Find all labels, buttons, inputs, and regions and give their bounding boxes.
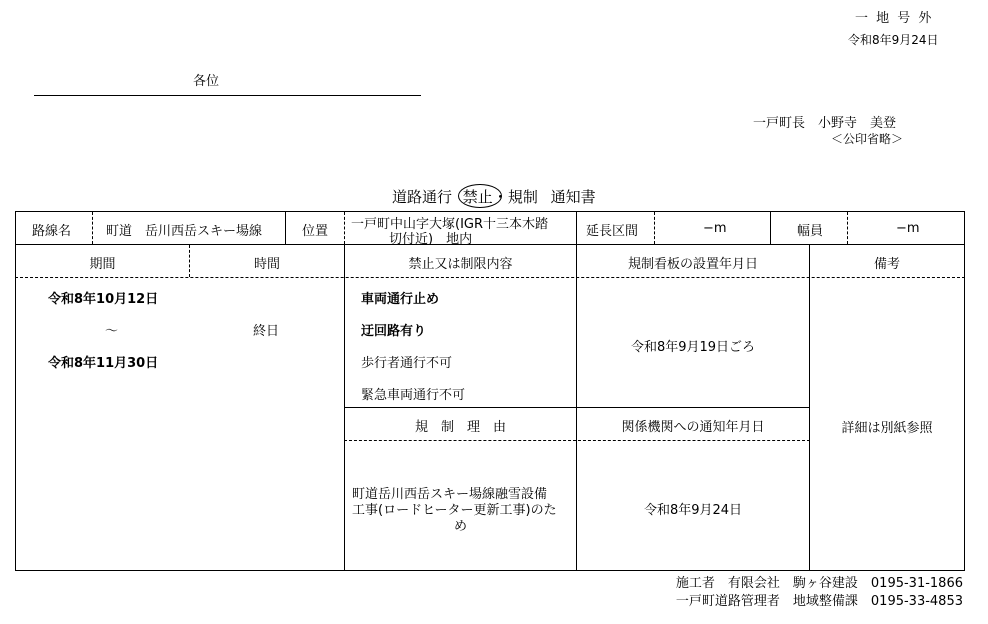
restriction-item: 迂回路有り [361, 324, 427, 339]
title-part1: 道路通行 [392, 188, 453, 206]
table-bottom-border [15, 570, 965, 571]
info-divider [847, 212, 848, 244]
restriction-header: 禁止又は制限内容 [408, 257, 513, 272]
restriction-item: 緊急車両通行不可 [361, 388, 466, 403]
info-row-bottom-border [15, 244, 965, 245]
period-header: 期間 [89, 257, 116, 272]
reason-header-bottom-border [344, 440, 810, 441]
sign-date-value: 令和8年9月19日ごろ [630, 340, 756, 355]
reason-header: 規 制 理 由 [414, 420, 506, 435]
location-value-line1: 一戸町中山字大塚(IGR十三本木踏 [351, 217, 549, 232]
addressee-underline [34, 95, 421, 96]
selection-circle [458, 184, 502, 208]
reason-line: 工事(ロードヒーター更新工事)のた [352, 503, 557, 518]
info-divider [654, 212, 655, 244]
title-dot: ・ [492, 188, 508, 206]
info-divider [770, 212, 771, 244]
width-label: 幅員 [797, 224, 824, 239]
extension-value: −m [703, 221, 727, 236]
info-divider [344, 212, 345, 244]
time-header: 時間 [253, 257, 280, 272]
addressee: 各位 [193, 74, 220, 89]
title-part2: 規制 [507, 188, 538, 206]
contractor-info: 施工者 有限会社 駒ヶ谷建設 0195-31-1866 [675, 576, 963, 591]
info-divider [285, 212, 286, 244]
sender-name: 一戸町長 小野寺 美登 [753, 116, 897, 131]
location-value-line2: 切付近) 地内 [389, 232, 473, 247]
document-number: 一 地 号 外 [855, 11, 934, 26]
road-manager-info: 一戸町道路管理者 地域整備課 0195-33-4853 [675, 594, 963, 609]
header-row-bottom-border [15, 277, 965, 278]
reason-line: 町道岳川西岳スキー場線融雪設備 [352, 487, 548, 502]
document-title [392, 186, 596, 207]
location-label: 位置 [302, 224, 329, 239]
table-right-border [964, 211, 965, 571]
sign-date-header: 規制看板の設置年月日 [627, 257, 758, 272]
notify-date-value: 令和8年9月24日 [643, 503, 743, 518]
reason-section-top-border [344, 407, 810, 408]
period-end: 令和8年11月30日 [48, 356, 159, 371]
remarks-header: 備考 [873, 257, 900, 272]
issue-date: 令和8年9月24日 [848, 33, 939, 47]
width-value: −m [896, 221, 920, 236]
remarks-value: 詳細は別紙参照 [841, 421, 933, 436]
route-label: 路線名 [32, 224, 72, 239]
extension-label: 延長区間 [586, 224, 639, 239]
route-value: 町道 岳川西岳スキー場線 [106, 224, 263, 239]
period-tilde: 〜 [105, 324, 119, 339]
info-divider [576, 212, 577, 244]
restriction-item: 車両通行止め [361, 292, 440, 307]
title-circled-option: 禁止 [463, 186, 493, 207]
restriction-item: 歩行者通行不可 [361, 356, 453, 371]
time-all-day: 終日 [253, 324, 280, 339]
reason-line: め [453, 519, 467, 534]
info-divider [92, 212, 93, 244]
period-start: 令和8年10月12日 [48, 292, 159, 307]
table-top-border [15, 211, 965, 212]
title-part3: 通知書 [550, 188, 596, 206]
seal-omitted-note: ＜公印省略＞ [831, 132, 904, 146]
notify-date-header: 関係機関への通知年月日 [621, 420, 765, 435]
